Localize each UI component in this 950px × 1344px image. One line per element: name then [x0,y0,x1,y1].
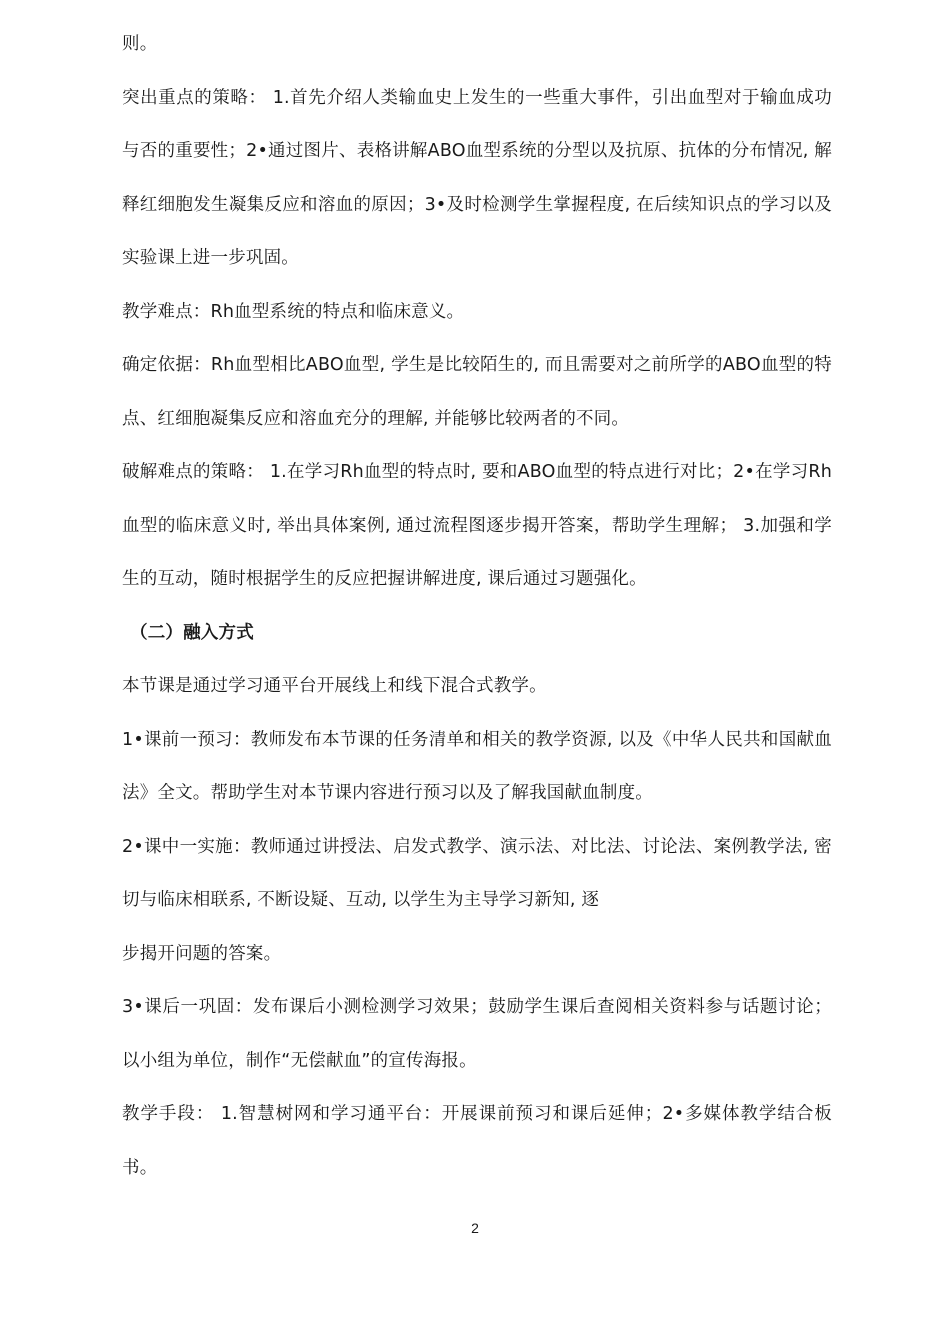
paragraph-in-class: 2•课中一实施：教师通过讲授法、启发式教学、演示法、对比法、讨论法、案例教学法, 密切与临床相联系, 不断设疑、互动, 以学生为主导学习新知, 逐 [122,836,832,910]
paragraph-in-class-continued: 步揭开问题的答案。 [122,943,282,964]
section-heading-integration: （二）融入方式 [130,622,254,643]
paragraph-continuation: 则。 [122,34,158,54]
paragraph-after-class: 3•课后一巩固：发布课后小测检测学习效果；鼓励学生课后查阅相关资料参与话题讨论；以小组为单位，制作“无偿献血”的宣传海报。 [122,997,832,1071]
paragraph-difficulty-strategy: 破解难点的策略： 1.在学习Rh血型的特点时, 要和ABO血型的特点进行对比；2•在学习Rh血型的临床意义时, 举出具体案例, 通过流程图逐步揭开答案，帮助学生理解； 3.加强和学生的互动，随时根据学生的反应把握讲解进度, 课后通过习题强化。 [122,462,832,589]
paragraph-key-point-strategy: 突出重点的策略： 1.首先介绍人类输血史上发生的一些重大事件，引出血型对于输血成功与否的重要性；2•通过图片、表格讲解ABO血型系统的分型以及抗原、抗体的分布情况, 解释红细胞发生凝集反应和溶血的原因；3•及时检测学生掌握程度, 在后续知识点的学习以及实验课上进一步巩固。 [122,87,832,268]
paragraph-blended-teaching: 本节课是通过学习通平台开展线上和线下混合式教学。 [122,676,547,696]
paragraph-teaching-means: 教学手段： 1.智慧树网和学习通平台：开展课前预习和课后延伸；2•多媒体教学结合板书。 [122,1104,832,1178]
paragraph-teaching-difficulty: 教学难点：Rh血型系统的特点和临床意义。 [122,301,465,322]
paragraph-basis: 确定依据：Rh血型相比ABO血型, 学生是比较陌生的, 而且需要对之前所学的ABO血型的特点、红细胞凝集反应和溶血充分的理解, 并能够比较两者的不同。 [122,355,832,429]
page-number: 2 [471,1220,479,1236]
paragraph-pre-class: 1•课前一预习：教师发布本节课的任务清单和相关的教学资源, 以及《中华人民共和国献血法》全文。帮助学生对本节课内容进行预习以及了解我国献血制度。 [122,729,832,803]
document-body [122,18,832,1195]
